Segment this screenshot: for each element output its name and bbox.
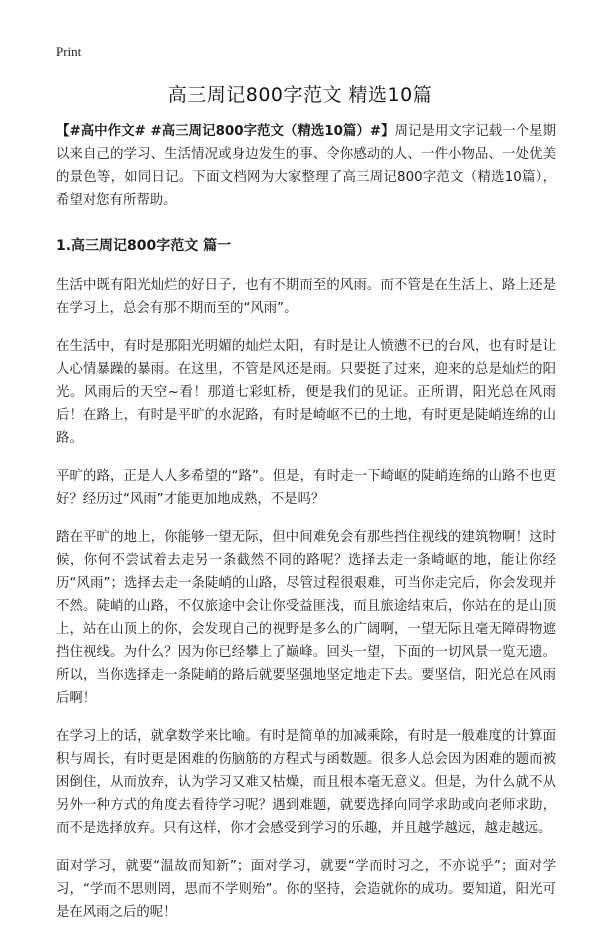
- page-title: 高三周记800字范文 精选10篇: [167, 84, 433, 106]
- print-label: Print: [56, 44, 82, 59]
- article-body: [56, 120, 556, 939]
- intro-text: 周记是用文字记载一个星期以来自己的学习、生活情况或身边发生的事、令你感动的人、一件小物品、一处优美的景色等，如同日记。下面文档网为大家整理了高三周记800字范文（精选10篇），希望对您有所帮助。: [56, 124, 557, 208]
- intro-tags: 【#高中作文# #高三周记800字范文（精选10篇）#】: [56, 124, 395, 139]
- section-heading: 1.高三周记800字范文 篇一: [56, 238, 232, 254]
- body-paragraph: 面对学习，就要“温故而知新”；面对学习，就要“学而时习之，不亦说乎”；面对学习，“学而不思则罔，思而不学则殆”。你的坚持，会造就你的成功。要知道，阳光可是在风雨之后的呢！: [56, 859, 556, 920]
- body-paragraph: 踏在平旷的地上，你能够一望无际，但中间难免会有那些挡住视线的建筑物啊！这时候，你何不尝试着去走另一条截然不同的路呢？选择去走一条崎岖的地，能让你经历“风雨”；选择去走一条陡峭的山路，尽管过程很艰难，可当你走完后，你会发现并不然。陡峭的山路，不仅旅途中会让你受益匪浅，而且旅途结束后，你站在的是山顶上，站在山顶上的你，会发现自己的视野是多么的广阔啊，一望无际且毫无障碍物遮挡住视线。为什么？因为你已经攀上了巅峰。回头一望，下面的一切风景一览无遗。所以，当你选择走一条陡峭的路后就要坚强地坚定地走下去。要坚信，阳光总在风雨后啊！: [56, 530, 556, 706]
- body-paragraph: 在学习上的话，就拿数学来比喻。有时是简单的加减乘除，有时是一般难度的计算面积与周长，有时更是困难的伤脑筋的方程式与函数题。很多人总会因为困难的题而被困倒住，从而放弃，认为学习又难又枯燥，而且根本毫无意义。但是，为什么就不从另外一种方式的角度去看待学习呢？遇到难题，就要选择向同学求助或向老师求助，而不是选择放弃。只有这样，你才会感受到学习的乐趣，并且越学越远，越走越远。: [56, 729, 556, 836]
- body-paragraph: 生活中既有阳光灿烂的好日子，也有不期而至的风雨。而不管是在生活上、路上还是在学习上，总会有那不期而至的“风雨”。: [56, 278, 556, 316]
- body-paragraph: 在生活中，有时是那阳光明媚的灿烂太阳，有时是让人愤懑不已的台风，也有时是让人心情暴躁的暴雨。在这里，不管是风还是雨。只要挺了过来，迎来的总是灿烂的阳光。风雨后的天空~看！那道七彩虹桥，便是我们的见证。正所谓，阳光总在风雨后！在路上，有时是平旷的水泥路，有时是崎岖不已的土地，有时更是陡峭连绵的山路。: [56, 339, 556, 446]
- body-paragraph: 平旷的路，正是人人多希望的“路”。但是，有时走一下崎岖的陡峭连绵的山路不也更好？经历过“风雨”才能更加地成熟，不是吗？: [56, 469, 556, 507]
- intro-paragraph: [56, 120, 556, 212]
